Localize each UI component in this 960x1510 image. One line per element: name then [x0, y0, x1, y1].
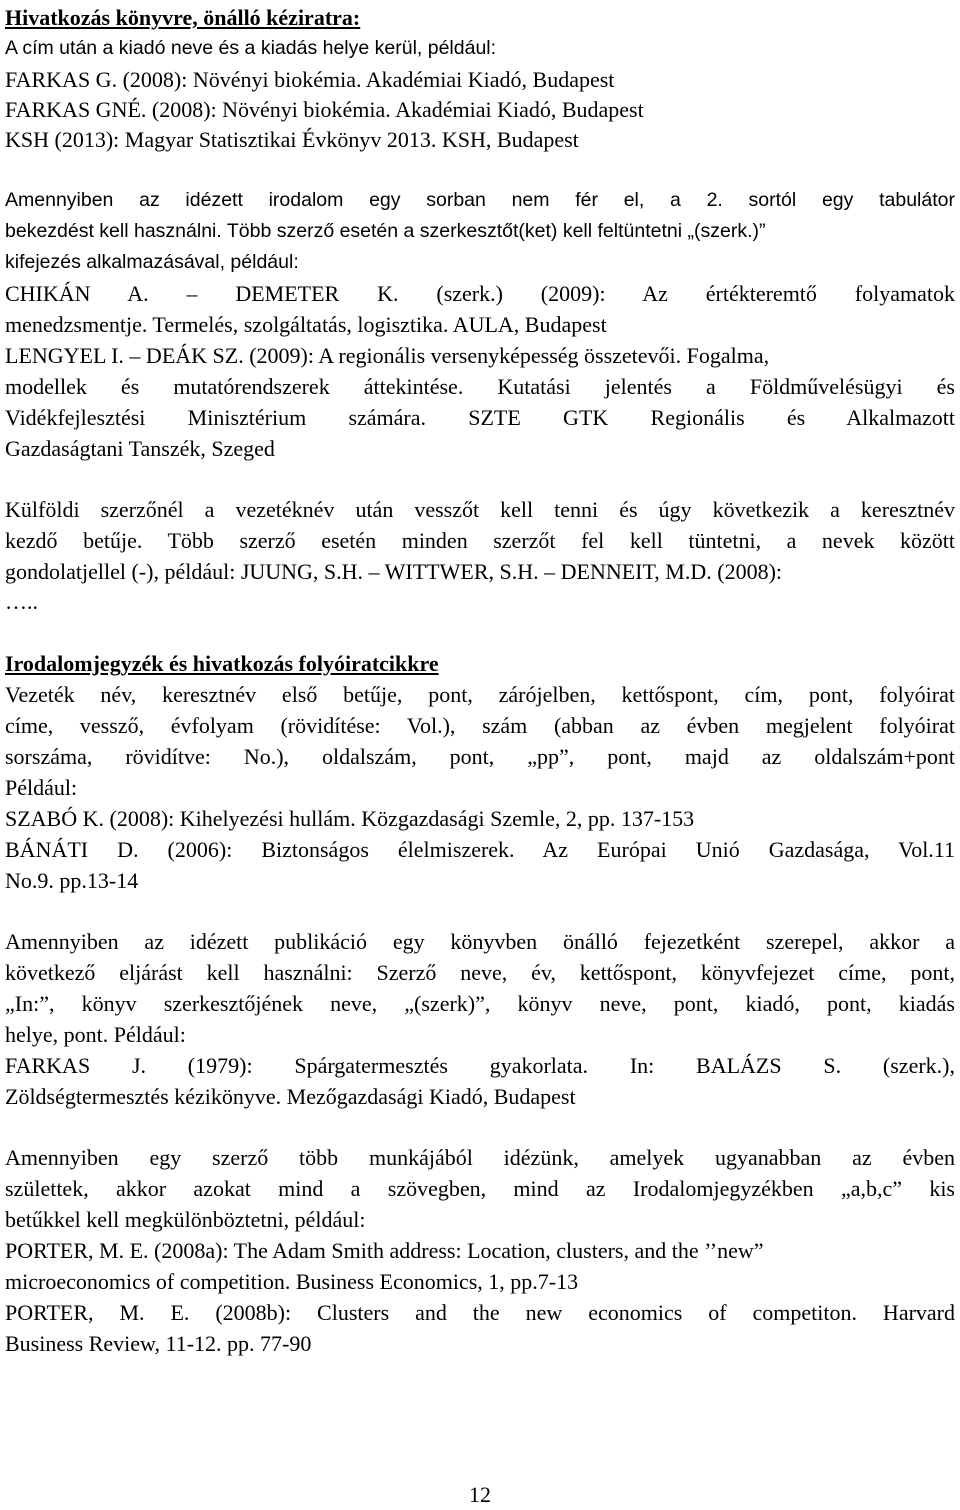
text-line: Például:: [5, 775, 78, 800]
text-line: címe, vessző, évfolyam (rövidítése: Vol.), szám (abban az évben megjelent folyóirat: [5, 713, 955, 738]
text-line: BÁNÁTI D. (2006): Biztonságos élelmiszerek. Az Európai Unió Gazdasága, Vol.11: [5, 837, 955, 862]
text-line: Amennyiben egy szerző több munkájából idézünk, amelyek ugyanabban az évben: [5, 1145, 955, 1170]
text-line: A cím után a kiadó neve és a kiadás helye kerül, például:: [5, 37, 497, 59]
text-line: gondolatjellel (-), például: JUUNG, S.H. – WITTWER, S.H. – DENNEIT, M.D. (2008):: [5, 559, 783, 584]
text-line: LENGYEL I. – DEÁK SZ. (2009): A regionális versenyképesség összetevői. Fogalma,: [5, 343, 770, 368]
text-line: helye, pont. Például:: [5, 1022, 186, 1047]
text-line: „In:”, könyv szerkesztőjének neve, „(szerk)”, könyv neve, pont, kiadó, pont, kiadás: [5, 991, 955, 1016]
text-line: FARKAS G. (2008): Növényi biokémia. Akadémiai Kiadó, Budapest: [5, 67, 615, 92]
text-line: microeconomics of competition. Business Economics, 1, pp.7-13: [5, 1269, 579, 1294]
text-line: No.9. pp.13-14: [5, 868, 139, 893]
text-line: KSH (2013): Magyar Statisztikai Évkönyv 2013. KSH, Budapest: [5, 127, 579, 152]
text-line: Gazdaságtani Tanszék, Szeged: [5, 436, 275, 461]
text-line: …..: [5, 589, 38, 614]
text-line: Vidékfejlesztési Minisztérium számára. SZTE GTK Regionális és Alkalmazott: [5, 405, 955, 430]
text-line: menedzsmentje. Termelés, szolgáltatás, logisztika. AULA, Budapest: [5, 312, 607, 337]
text-line: kifejezés alkalmazásával, például:: [5, 251, 299, 273]
text-line: CHIKÁN A. – DEMETER K. (szerk.) (2009): Az értékteremtő folyamatok: [5, 281, 955, 306]
text-line: modellek és mutatórendszerek áttekintése. Kutatási jelentés a Földművelésügyi és: [5, 374, 955, 399]
text-line: Külföldi szerzőnél a vezetéknév után vesszőt kell tenni és úgy következik a keresztnév: [5, 497, 955, 522]
text-line: születtek, akkor azokat mind a szövegben, mind az Irodalomjegyzékben „a,b,c” kis: [5, 1176, 955, 1201]
text-line: Amennyiben az idézett irodalom egy sorban nem fér el, a 2. sortól egy tabulátor: [5, 189, 955, 211]
text-line: sorszáma, rövidítve: No.), oldalszám, pont, „pp”, pont, majd az oldalszám+pont: [5, 744, 955, 769]
text-line: bekezdést kell használni. Több szerző esetén a szerkesztőt(ket) kell feltüntetni „(szerk.)”: [5, 220, 766, 242]
text-line: FARKAS J. (1979): Spárgatermesztés gyakorlata. In: BALÁZS S. (szerk.),: [5, 1053, 955, 1078]
text-line: Amennyiben az idézett publikáció egy könyvben önálló fejezetként szerepel, akkor a: [5, 929, 955, 954]
page-number: 12: [469, 1482, 491, 1507]
text-line: Business Review, 11-12. pp. 77-90: [5, 1331, 312, 1356]
text-line: SZABÓ K. (2008): Kihelyezési hullám. Közgazdasági Szemle, 2, pp. 137-153: [5, 806, 695, 831]
text-line: FARKAS GNÉ. (2008): Növényi biokémia. Akadémiai Kiadó, Budapest: [5, 97, 644, 122]
text-line: Irodalomjegyzék és hivatkozás folyóiratcikkre: [5, 651, 439, 676]
text-line: PORTER, M. E. (2008b): Clusters and the new economics of competiton. Harvard: [5, 1300, 955, 1325]
text-line: következő eljárást kell használni: Szerző neve, év, kettőspont, könyvfejezet címe, pont,: [5, 960, 955, 985]
text-line: PORTER, M. E. (2008a): The Adam Smith address: Location, clusters, and the ’’new”: [5, 1238, 764, 1263]
text-line: betűkkel kell megkülönböztetni, például:: [5, 1207, 366, 1232]
text-line: kezdő betűje. Több szerző esetén minden szerzőt fel kell tüntetni, a nevek között: [5, 528, 955, 553]
text-line: Hivatkozás könyvre, önálló kéziratra:: [5, 5, 361, 30]
text-line: Vezeték név, keresztnév első betűje, pont, zárójelben, kettőspont, cím, pont, folyóirat: [5, 682, 955, 707]
text-line: Zöldségtermesztés kézikönyve. Mezőgazdasági Kiadó, Budapest: [5, 1084, 576, 1109]
